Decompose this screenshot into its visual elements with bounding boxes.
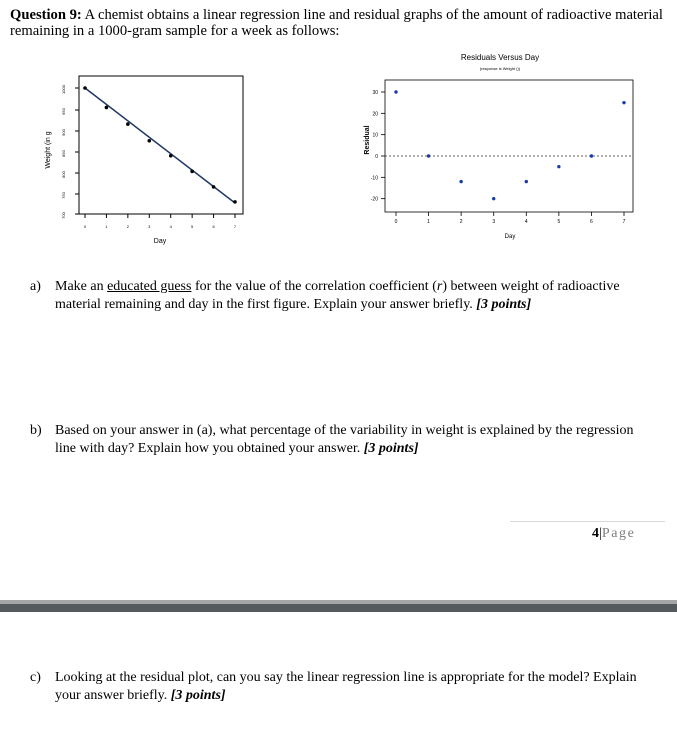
part-a-pre: Make an [55, 279, 108, 294]
y-axis-label: Weight (in g [45, 131, 52, 169]
y-tick-label: 1000 [61, 85, 66, 94]
data-point [147, 139, 151, 143]
x-tick-label: 3 [148, 224, 151, 229]
x-tick-label: 3 [492, 219, 496, 225]
x-tick-label: 0 [83, 224, 87, 229]
part-a [30, 278, 650, 314]
data-point [126, 122, 130, 126]
part-c-body: Looking at the residual plot, can you say the linear regression line is appropriate for the model? Explain your answer briefly. [55, 670, 637, 703]
x-tick-label: 6 [590, 219, 593, 225]
page-separator: | [599, 526, 602, 541]
x-axis-label: Day [153, 238, 167, 245]
data-point [169, 154, 173, 158]
question-label: Question 9: [10, 7, 82, 23]
x-tick-label: 2 [126, 224, 129, 229]
y-tick-label: 850 [61, 150, 66, 157]
y-tick-label: 30 [372, 90, 378, 96]
regression-scatter-chart [0, 0, 677, 260]
y-tick-label: 800 [61, 171, 66, 178]
x-tick-label: 7 [233, 224, 237, 229]
y-tick-label: 10 [372, 132, 378, 139]
footer-divider [510, 521, 665, 522]
y-tick-label: 900 [61, 129, 66, 136]
part-c-text [55, 669, 650, 705]
part-b-body: Based on your answer in (a), what percentage of the variability in weight is explained by the regression line with day? Explain how you obtained your answer. [55, 423, 634, 456]
part-c-label: c) [30, 670, 41, 685]
data-point [190, 170, 194, 174]
y-tick-label: 0 [375, 154, 378, 160]
part-a-points: [3 points] [476, 297, 532, 312]
x-tick-label: 7 [622, 219, 626, 225]
x-tick-label: 4 [169, 224, 172, 229]
part-b-label: b) [30, 423, 42, 438]
charts-area [0, 0, 677, 260]
part-c-points: [3 points] [170, 688, 226, 703]
part-a-text [55, 278, 650, 314]
y-tick-label: -10 [370, 175, 378, 182]
page-num-value: 4 [592, 526, 599, 541]
x-tick-label: 1 [427, 219, 430, 225]
part-a-label: a) [30, 279, 41, 294]
page-break-dark [0, 604, 677, 612]
part-a-mid: for the value of the correlation coefficient ( [191, 279, 437, 294]
part-b [30, 422, 650, 458]
data-point [233, 200, 237, 204]
x-tick-label: 1 [105, 224, 108, 229]
part-a-symbol: r [436, 279, 443, 294]
data-point [105, 106, 109, 110]
plot-frame [79, 76, 243, 214]
chart-title: Residuals Versus Day [460, 53, 540, 62]
part-b-points: [3 points] [363, 441, 419, 456]
x-tick-label: 6 [212, 224, 215, 229]
x-tick-label: 5 [557, 219, 561, 225]
y-tick-label: 750 [61, 192, 66, 199]
page-number [592, 526, 635, 542]
y-axis-label: Residual [364, 125, 371, 155]
y-tick-label: 20 [372, 111, 378, 118]
x-tick-label: 2 [459, 219, 463, 225]
page-word: Page [601, 526, 636, 541]
part-a-underlined: educated guess [107, 279, 192, 294]
x-axis-label: Day [504, 234, 516, 240]
x-tick-label: 4 [524, 219, 528, 225]
data-point [212, 185, 216, 189]
question-body: A chemist obtains a linear regression line and residual graphs of the amount of radioactive material remaining in a 1000-gram sample for a week as follows: [10, 7, 663, 39]
chart-subtitle: (response is Weight ()) [479, 66, 521, 71]
x-tick-label: 0 [394, 219, 398, 225]
y-tick-label: 700 [61, 212, 66, 219]
part-a-post: ) between weight of radioactive material remaining and day in the first figure. Explain your answer briefly. [55, 279, 620, 312]
part-b-text [55, 422, 650, 458]
part-c [30, 669, 650, 705]
y-tick-label: 950 [61, 108, 66, 115]
data-point [83, 86, 87, 90]
x-tick-label: 5 [191, 224, 194, 229]
y-tick-label: -20 [370, 196, 378, 203]
